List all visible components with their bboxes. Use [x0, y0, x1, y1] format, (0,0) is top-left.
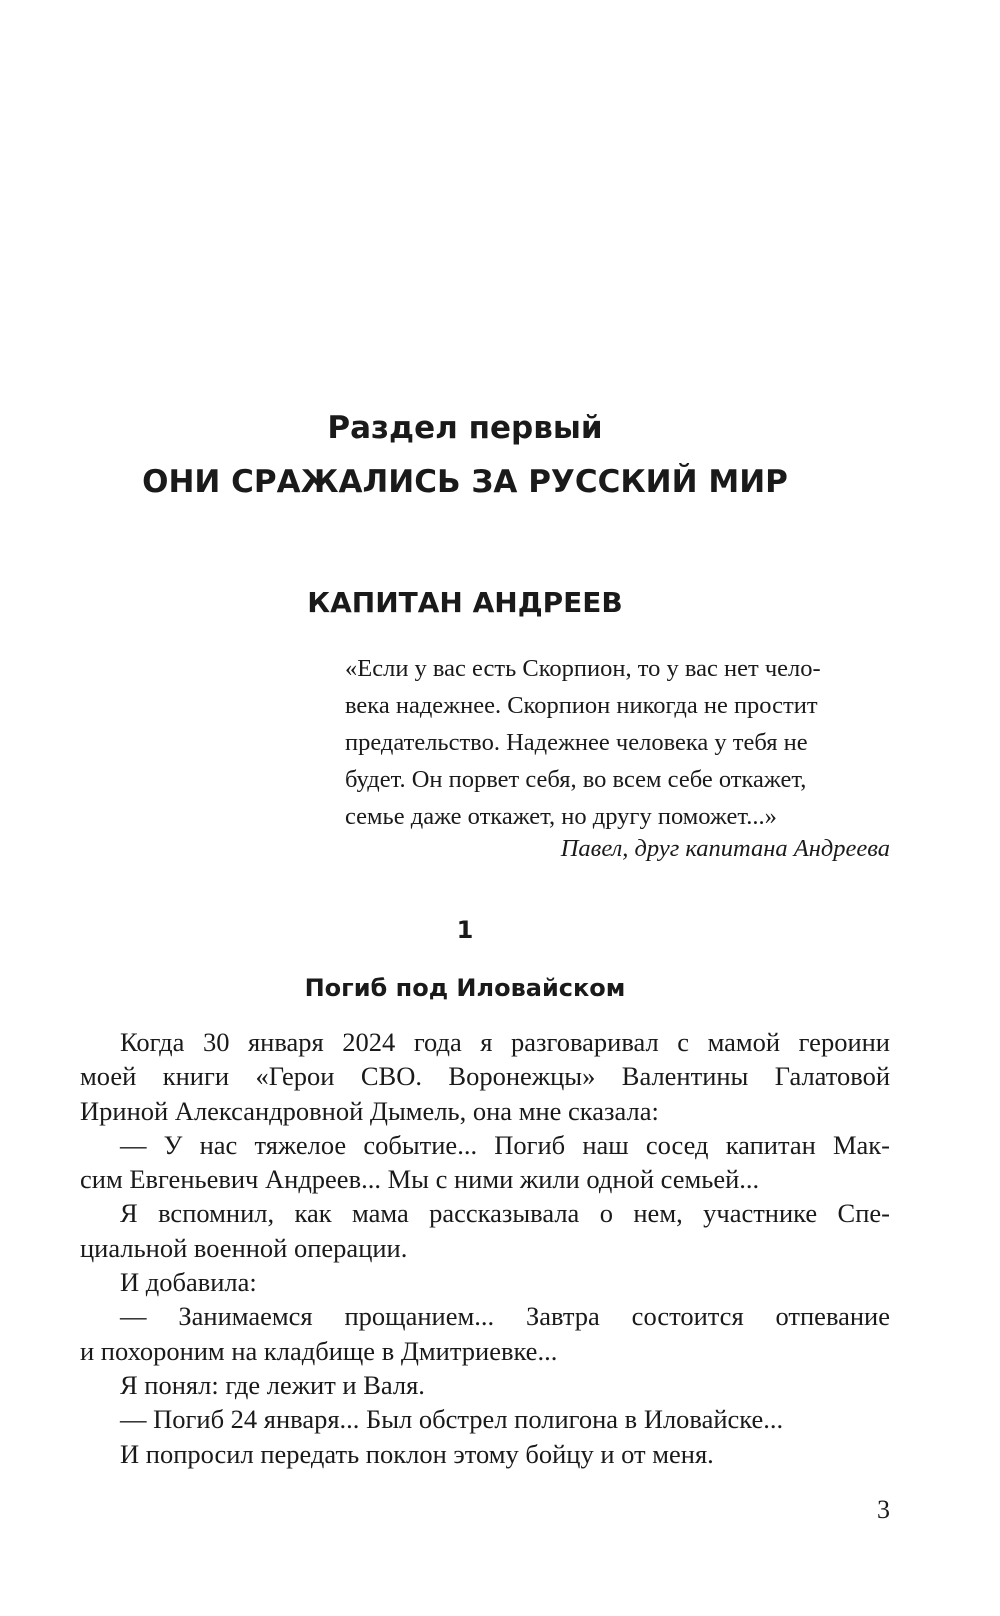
body-line: И попросил передать поклон этому бойцу и от меня. [120, 1438, 714, 1469]
body-line: циальной военной операции. [80, 1232, 408, 1263]
body-line: Когда 30 января 2024 года я разговаривал с мамой героини [120, 1027, 890, 1057]
chapter-title: КАПИТАН АНДРЕЕВ [307, 586, 623, 619]
body-line: моей книги «Герои СВО. Воронежцы» Валентины Галатовой [80, 1061, 890, 1092]
epigraph-author: Павел, друг капитана Андреева [560, 835, 890, 862]
body-line: Я вспомнил, как мама рассказывала о нем, участнике Спе- [120, 1198, 890, 1229]
body-line: Я понял: где лежит и Валя. [120, 1369, 425, 1400]
body-line: — У нас тяжелое событие... Погиб наш сосед капитан Мак- [120, 1129, 890, 1160]
body-line: и похороним на кладбище в Дмитриевке... [80, 1335, 558, 1366]
epigraph-line: семье даже откажет, но другу поможет...» [345, 803, 777, 830]
subsection-title: Погиб под Иловайском [304, 974, 626, 1002]
body-text [80, 1025, 890, 1471]
body-line: И добавила: [120, 1267, 257, 1298]
body-line: — Занимаемся прощанием... Завтра состоится отпевание [120, 1301, 890, 1332]
subsection-number: 1 [456, 916, 474, 944]
epigraph-line: «Если у вас есть Скорпион, то у вас нет чело- [345, 655, 821, 682]
section-title: ОНИ СРАЖАЛИСЬ ЗА РУССКИЙ МИР [142, 464, 788, 500]
body-line: Ириной Александровной Дымель, она мне сказала: [80, 1095, 659, 1126]
body-line: — Погиб 24 января... Был обстрел полигона в Иловайске... [120, 1404, 784, 1435]
body-line: сим Евгеньевич Андреев... Мы с ними жили одной семьей... [80, 1164, 760, 1195]
epigraph-line: будет. Он порвет себя, во всем себе откажет, [345, 766, 807, 793]
epigraph-line: века надежнее. Скорпион никогда не простит [345, 692, 818, 719]
section-label: Раздел первый [327, 410, 603, 446]
epigraph-line: предательство. Надежнее человека у тебя не [345, 729, 808, 756]
epigraph [345, 650, 890, 835]
page-number: 3 [877, 1495, 890, 1524]
